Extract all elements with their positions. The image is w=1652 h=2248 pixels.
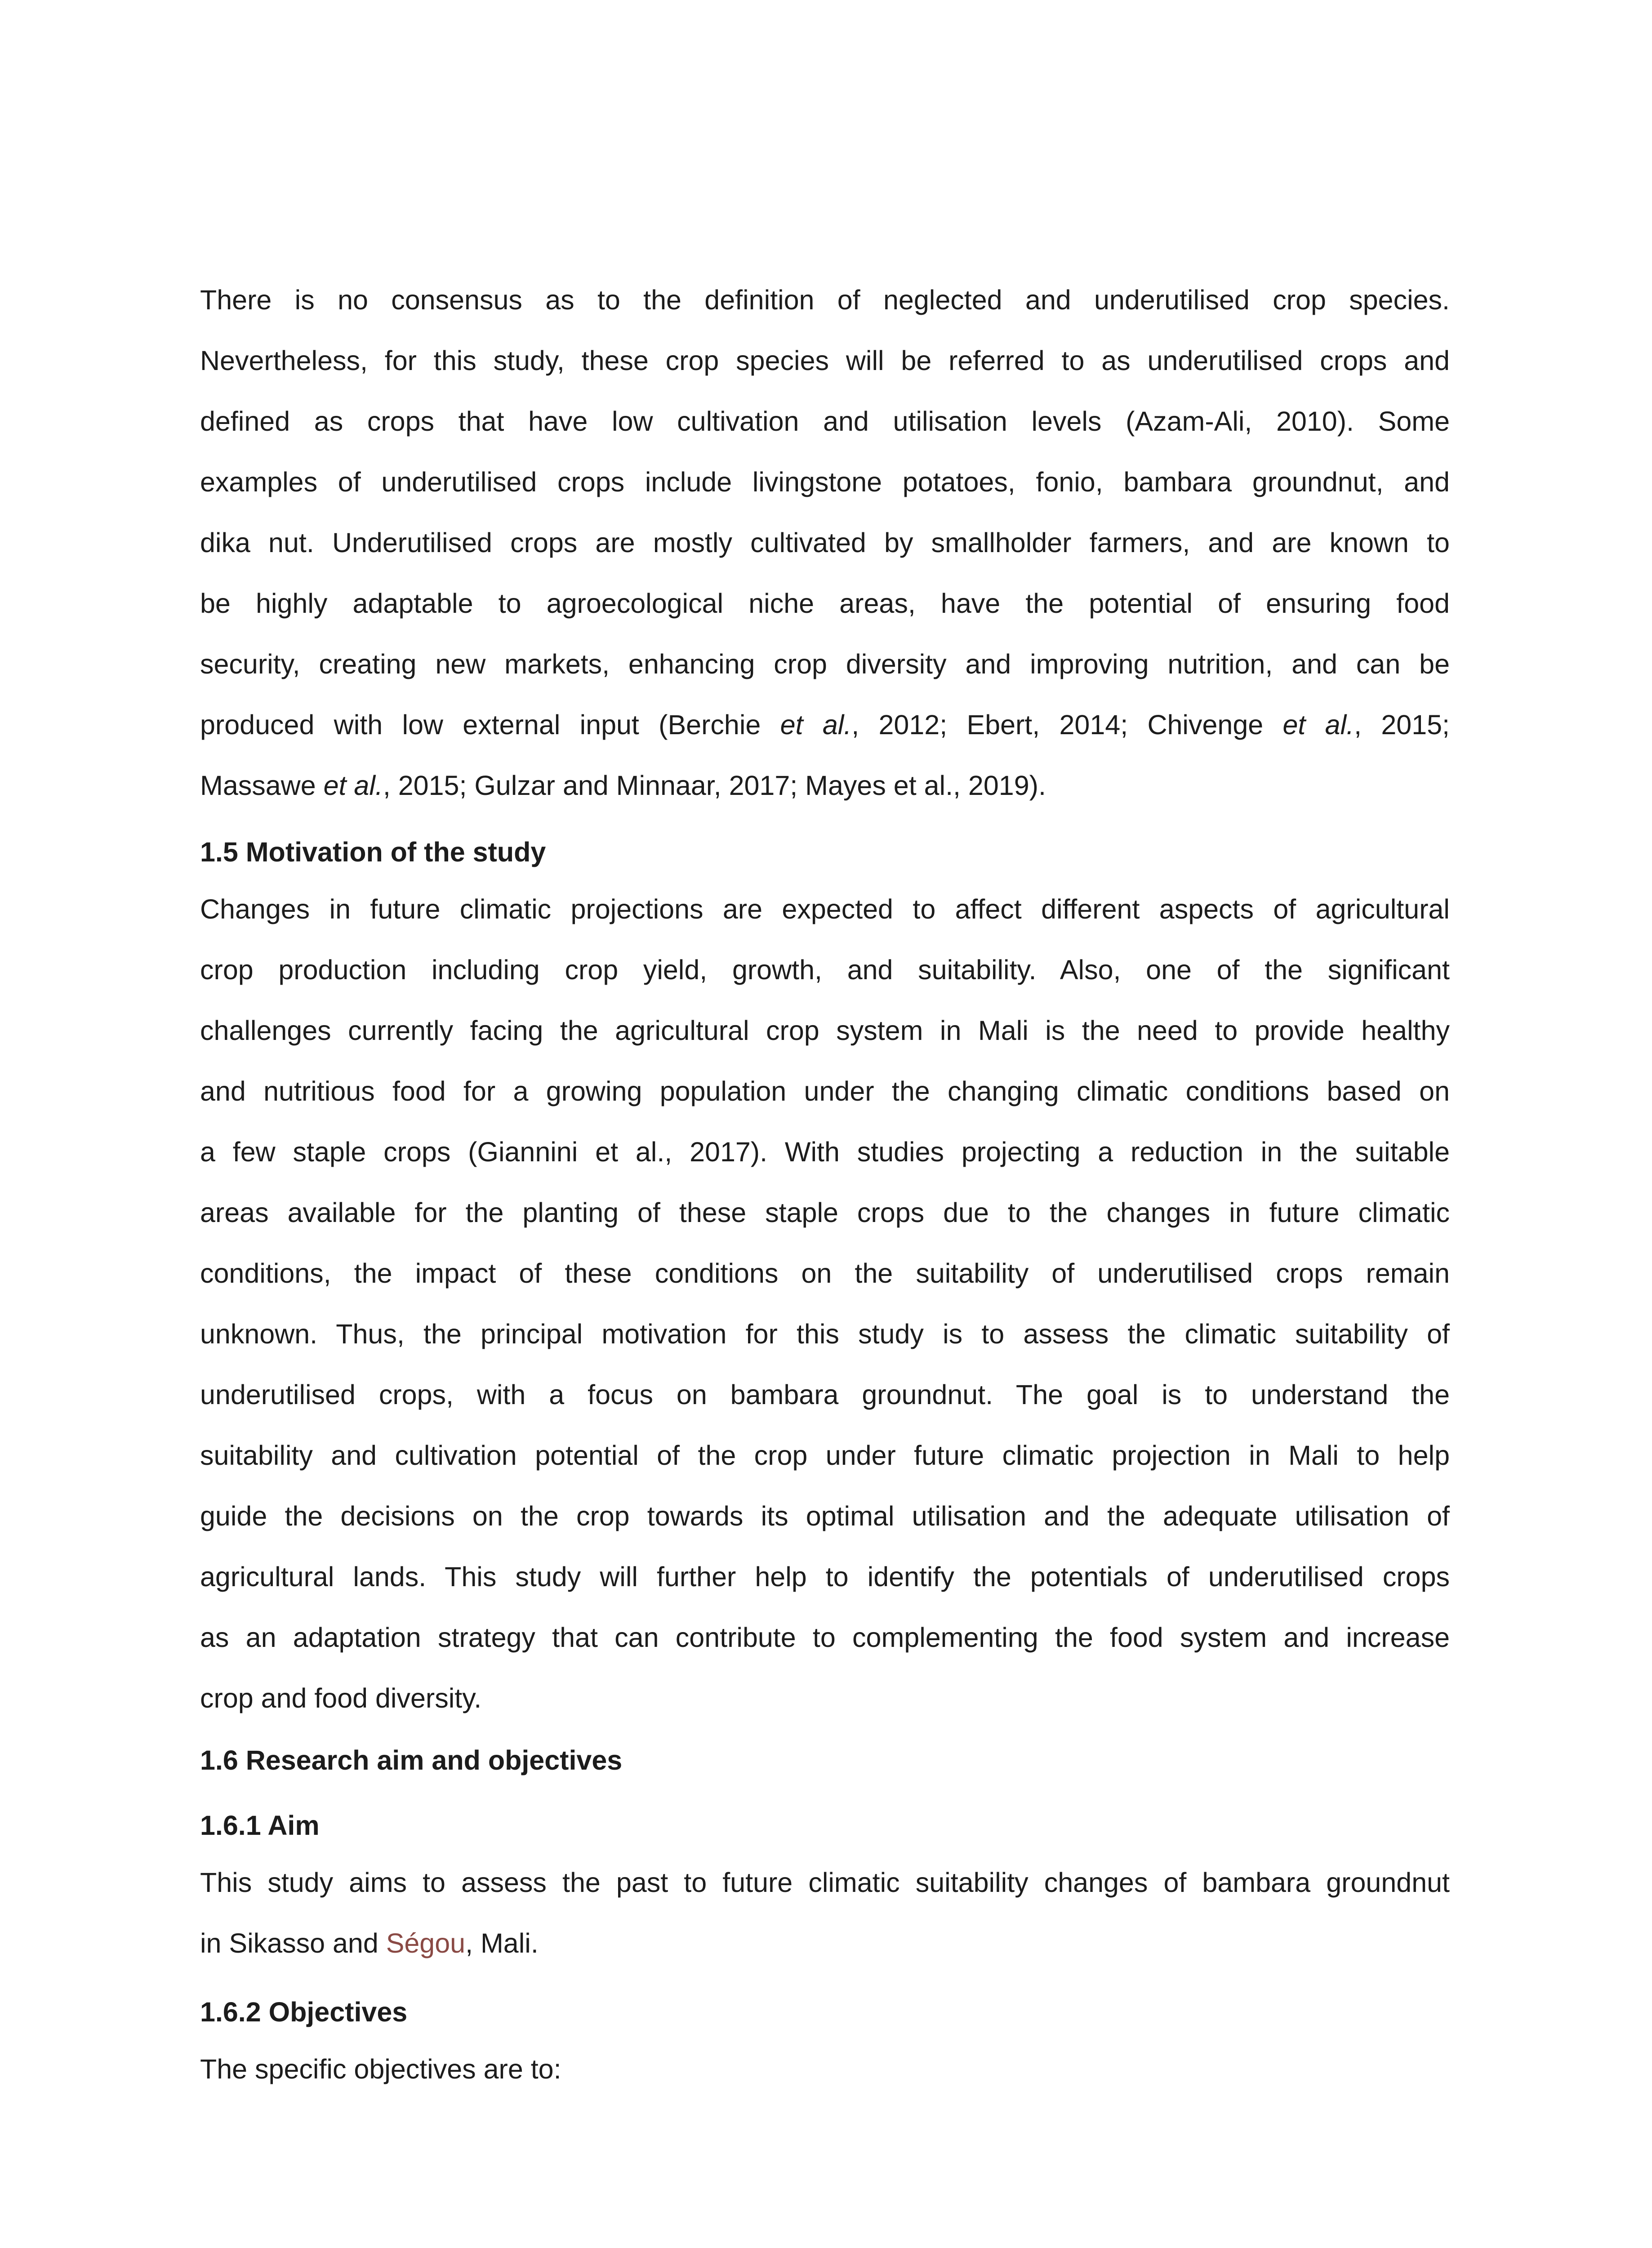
paragraph-line: challenges currently facing the agricultural crop system in Mali is the need to provide healthy bbox=[200, 1015, 1450, 1046]
citation-text: produced with low external input (Berchie bbox=[200, 709, 780, 740]
paragraph-line: defined as crops that have low cultivation and utilisation levels (Azam-Ali, 2010). Some bbox=[200, 406, 1450, 437]
paragraph-line: There is no consensus as to the definition of neglected and underutilised crop species. bbox=[200, 285, 1450, 315]
paragraph-line: The specific objectives are to: bbox=[200, 2054, 561, 2084]
subsection-heading-objectives: 1.6.2 Objectives bbox=[200, 1997, 408, 2027]
citation-italic: et al. bbox=[323, 770, 383, 801]
paragraph-underutilised-crops bbox=[200, 270, 1450, 816]
paragraph-line: areas available for the planting of these staple crops due to the changes in future climatic bbox=[200, 1197, 1450, 1228]
paragraph-line: a few staple crops (Giannini et al., 2017). With studies projecting a reduction in the suitable bbox=[200, 1137, 1450, 1167]
section-heading-research-aim: 1.6 Research aim and objectives bbox=[200, 1745, 623, 1775]
subsection-heading-aim: 1.6.1 Aim bbox=[200, 1810, 320, 1841]
paragraph-line: crop production including crop yield, growth, and suitability. Also, one of the significant bbox=[200, 955, 1450, 985]
paragraph-line: Changes in future climatic projections are expected to affect different aspects of agricultural bbox=[200, 894, 1450, 924]
citation-text: , 2015; Gulzar and Minnaar, 2017; Mayes et al., 2019). bbox=[383, 770, 1046, 801]
section-heading-motivation: 1.5 Motivation of the study bbox=[200, 837, 546, 867]
paragraph-line bbox=[200, 1913, 1450, 1974]
paragraph-line: agricultural lands. This study will further help to identify the potentials of underutilised crops bbox=[200, 1561, 1450, 1592]
paragraph-line: This study aims to assess the past to future climatic suitability changes of bambara groundnut bbox=[200, 1867, 1450, 1898]
paragraph-motivation bbox=[200, 879, 1450, 1729]
citation-italic: et al. bbox=[1282, 709, 1354, 740]
citation-text: , 2012; Ebert, 2014; Chivenge bbox=[851, 709, 1283, 740]
citation-text: Massawe bbox=[200, 770, 324, 801]
paragraph-line: unknown. Thus, the principal motivation for this study is to assess the climatic suitability of bbox=[200, 1319, 1450, 1349]
place-name-segou: Ségou bbox=[386, 1928, 466, 1958]
paragraph-aim bbox=[200, 1852, 1450, 1974]
aim-text: in Sikasso and bbox=[200, 1928, 386, 1958]
paragraph-line: Nevertheless, for this study, these crop species will be referred to as underutilised crops and bbox=[200, 345, 1450, 376]
paragraph-line: dika nut. Underutilised crops are mostly cultivated by smallholder farmers, and are known to bbox=[200, 527, 1450, 558]
paragraph-line: crop and food diversity. bbox=[200, 1683, 482, 1713]
citation-italic: et al. bbox=[780, 709, 852, 740]
paragraph-line: guide the decisions on the crop towards its optimal utilisation and the adequate utilisation of bbox=[200, 1501, 1450, 1531]
paragraph-line-citations bbox=[200, 695, 1450, 755]
aim-text: , Mali. bbox=[465, 1928, 539, 1958]
page-content bbox=[200, 270, 1450, 2100]
paragraph-line: be highly adaptable to agroecological niche areas, have the potential of ensuring food bbox=[200, 588, 1450, 619]
paragraph-objectives-intro bbox=[200, 2039, 1450, 2100]
paragraph-line: as an adaptation strategy that can contribute to complementing the food system and increase bbox=[200, 1622, 1450, 1653]
paragraph-line: underutilised crops, with a focus on bambara groundnut. The goal is to understand the bbox=[200, 1379, 1450, 1410]
paragraph-line: and nutritious food for a growing population under the changing climatic conditions based on bbox=[200, 1076, 1450, 1106]
paragraph-line-citations bbox=[200, 755, 1450, 816]
paragraph-line: examples of underutilised crops include livingstone potatoes, fonio, bambara groundnut, and bbox=[200, 467, 1450, 497]
paragraph-line: conditions, the impact of these conditions on the suitability of underutilised crops remain bbox=[200, 1258, 1450, 1289]
citation-text: , 2015; bbox=[1354, 709, 1450, 740]
paragraph-line: suitability and cultivation potential of the crop under future climatic projection in Mali to help bbox=[200, 1440, 1450, 1471]
paragraph-line: security, creating new markets, enhancing crop diversity and improving nutrition, and can be bbox=[200, 649, 1450, 679]
